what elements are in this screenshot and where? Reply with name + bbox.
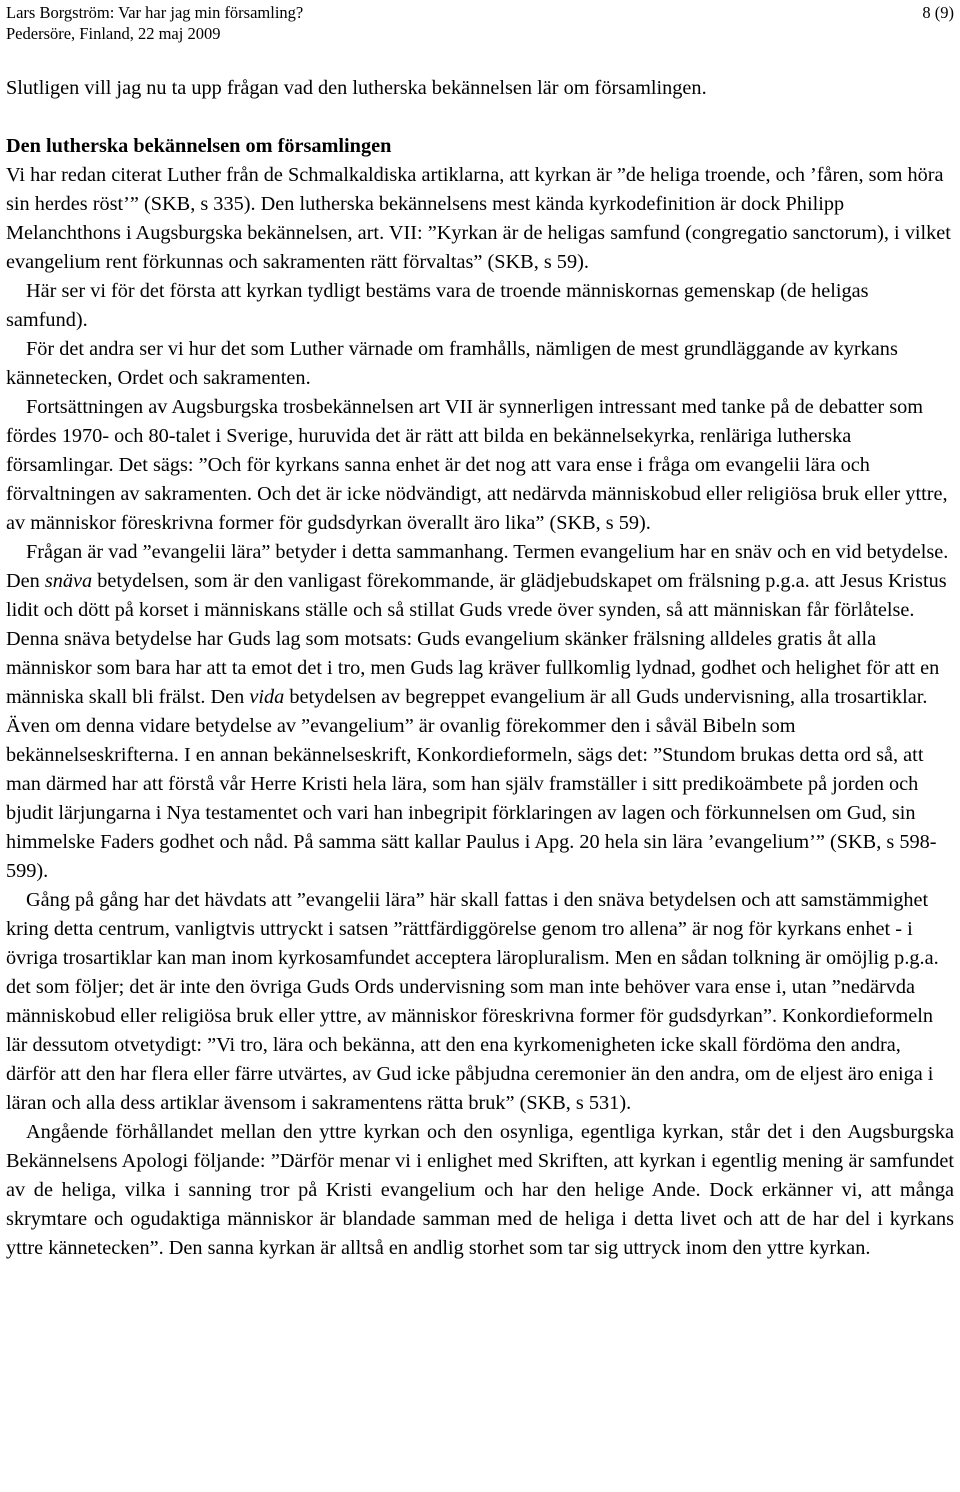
paragraph-4: Fortsättningen av Augsburgska trosbekännelsen art VII är synnerligen intressant med tanke på de debatter som fördes 1970- och 80-talet i Sverige, huruvida det är rätt att bilda en bekännelsekyrka, renläriga lutherska församlingar. Det sägs: ”Och för kyrkans sanna enhet är det nog att vara ense i fråga om evangelii lära och förvaltningen av sakramenten. Och det är icke nödvändigt, att nedärvda människobud eller religiösa bruk eller yttre, av människor föreskrivna former för gudsdyrkan överallt äro lika” (SKB, s 59). bbox=[6, 396, 948, 534]
page-number: 8 (9) bbox=[922, 3, 954, 22]
section-heading: Den lutherska bekännelsen om församlingen bbox=[6, 135, 392, 157]
paragraph-3: För det andra ser vi hur det som Luther värnade om framhålls, nämligen de mest grundläggande av kyrkans kännetecken, Ordet och sakramenten. bbox=[6, 338, 898, 389]
paragraph-5-part-a: Frågan är vad ”evangelii lära” betyder i detta sammanhang. Termen evangelium har en snäv och en vid betydelse. Den bbox=[6, 541, 949, 592]
paragraph-1: Vi har redan citerat Luther från de Schmalkaldiska artiklarna, att kyrkan är ”de heliga troende, och ’fåren, som höra sin herdes röst’” (SKB, s 335). Den lutherska bekännelsens mest kända kyrkodefinition är dock Philipp Melanchthons i Augsburgska bekännelsen, art. VII: ”Kyrkan är de heligas samfund (congregatio sanctorum), i vilket evangelium rent förkunnas och sakramenten rätt förvaltas” (SKB, s 59). bbox=[6, 164, 951, 273]
emphasis-vida: vida bbox=[249, 686, 285, 708]
emphasis-snava: snäva bbox=[44, 570, 93, 592]
paragraph-2: Här ser vi för det första att kyrkan tydligt bestäms vara de troende människornas gemenskap (de heligas samfund). bbox=[6, 280, 869, 331]
paragraph-5 bbox=[6, 538, 954, 886]
document-page bbox=[6, 0, 954, 1263]
paragraph-5-part-b: betydelsen, som är den vanligast förekommande, är glädjebudskapet om frälsning p.g.a. att Jesus Kristus lidit och dött på korset i människans ställe och så stillat Guds vrede över synden, så att människan får förlåtelse. Denna snäva betydelse har Guds lag som motsats: Guds evangelium skänker frälsning alldeles gratis åt alla människor som bara har att ta emot det i tro, men Guds lag kräver fullkomlig lydnad, godhet och helighet för att en människa skall bli frälst. Den bbox=[6, 570, 947, 708]
document-body bbox=[6, 74, 954, 1263]
page-header bbox=[6, 0, 954, 48]
paragraph-6: Gång på gång har det hävdats att ”evangelii lära” här skall fattas i den snäva betydelsen och att samstämmighet kring detta centrum, vanligtvis uttryckt i satsen ”rättfärdiggörelse genom tro allena” är nog för kyrkans enhet - i övriga trosartiklar kan man inom kyrkosamfundet acceptera läropluralism. Men en sådan tolkning är omöjlig p.g.a. det som följer; det är inte den övriga Guds Ords undervisning som man inte behöver vara ense i, utan ”nedärvda människobud eller religiösa bruk eller yttre, av människor föreskrivna former för gudsdyrkan”. Konkordieformeln lär dessutom otvetydigt: ”Vi tro, lära och bekänna, att den ena kyrkomenigheten icke skall fördöma den andra, därför att den har flera eller färre utvärtes, av Gud icke påbjudna ceremonier än den andra, om de eljest äro eniga i läran och alla dess artiklar ävensom i sakramentens rätta bruk” (SKB, s 531). bbox=[6, 889, 939, 1114]
header-left bbox=[6, 2, 303, 44]
header-author-title: Lars Borgström: Var har jag min församling? bbox=[6, 3, 304, 22]
intro-paragraph: Slutligen vill jag nu ta upp frågan vad den lutherska bekännelsen lär om församlingen. bbox=[6, 77, 707, 99]
header-place-date: Pedersöre, Finland, 22 maj 2009 bbox=[6, 24, 221, 43]
paragraph-5-part-c: betydelsen av begreppet evangelium är all Guds undervisning, alla trosartiklar. Även om denna vidare betydelse av ”evangelium” är ovanlig förekommer den i såväl Bibeln som bekännelseskrifterna. I en annan bekännelseskrift, Konkordieformeln, sägs det: ”Stundom brukas detta ord så, att man därmed har att förstå vår Herre Kristi hela lära, som han själv framställer i sitt predikoämbete på jorden och bjudit lärjungarna i Nya testamentet och vari han inbegripit förklaringen av lagen och förkunnelsen om Gud, sin himmelske Faders godhet och nåd. På samma sätt kallar Paulus i Apg. 20 hela sin lära ’evangelium’” (SKB, s 598-599). bbox=[6, 686, 937, 882]
paragraph-7: Angående förhållandet mellan den yttre kyrkan och den osynliga, egentliga kyrkan, står det i den Augsburgska Bekännelsens Apologi följande: ”Därför menar vi i enlighet med Skriften, att kyrkan i egentlig mening är samfundet av de heliga, vilka i sanning tror på Kristi evangelium och har den helige Ande. Dock erkänner vi, att många skrymtare och ogudaktiga människor är blandade samman med de heliga i detta livet och att de har del i kyrkans yttre kännetecken”. Den sanna kyrkan är alltså en andlig storhet som tar sig uttryck inom den yttre kyrkan. bbox=[6, 1121, 954, 1259]
